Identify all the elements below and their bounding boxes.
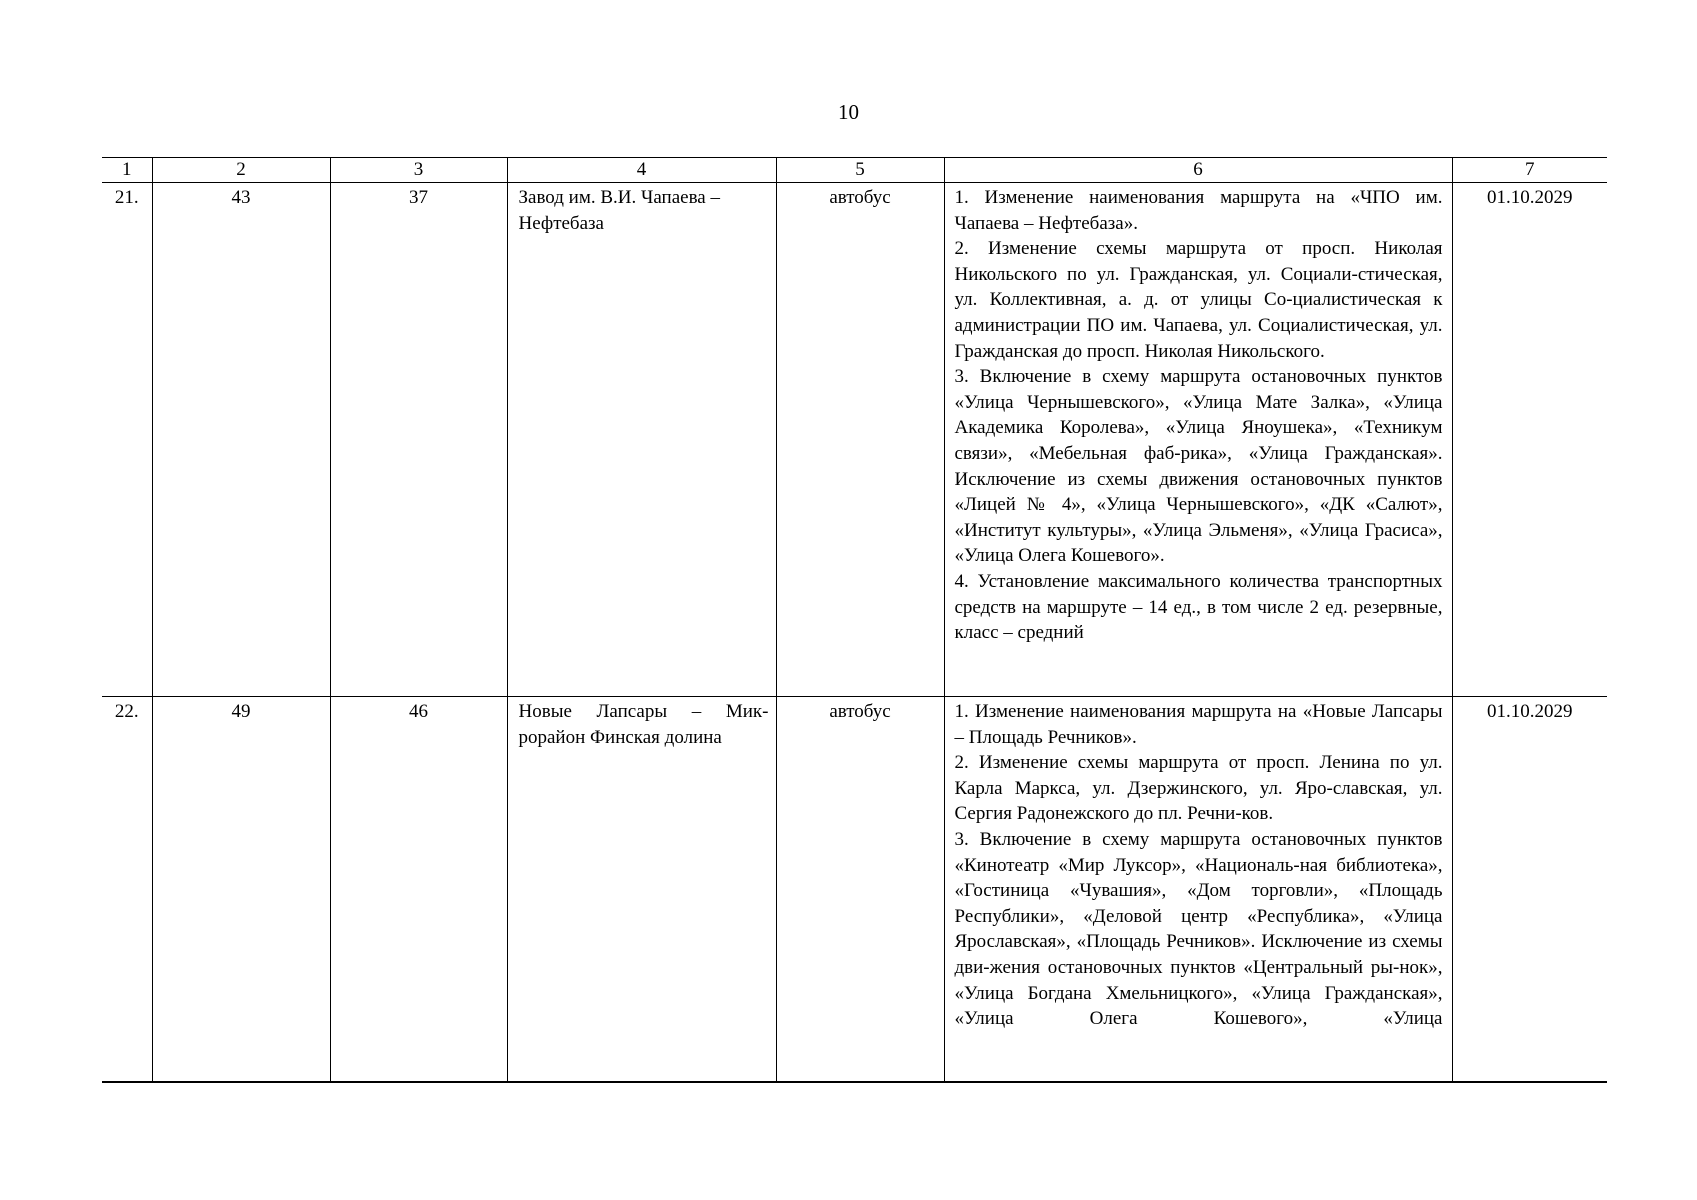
route-name-cell	[507, 697, 776, 1082]
change-item: 4. Установление максимального количества транспортных средств на маршруте – 14 ед., в том числе 2 ед. резервные, класс – средний	[954, 570, 1443, 644]
row-number: 22.	[102, 697, 152, 1082]
column-header-5: 5	[776, 158, 944, 183]
route-name-line: рорайон Финская долина	[518, 726, 722, 748]
change-item: 3. Включение в схему маршрута остановочных пунктов «Кинотеатр «Мир Луксор», «Националь-ная библиотека», «Гостиница «Чувашия», «Дом торговли», «Площадь Республики», «Деловой центр «Республика», «Улица Ярославская», «Площадь Речников». Исключение из схемы дви-жения остановочных пунктов «Центральный ры-нок», «Улица Богдана Хмельницкого», «Улица Гражданская», «Улица Олега Кошевого», «Улица	[954, 828, 1443, 1030]
row-number: 21.	[102, 183, 152, 697]
change-item: 1. Изменение наименования маршрута на «ЧПО им. Чапаева – Нефтебаза».	[954, 187, 1443, 234]
change-item: 2. Изменение схемы маршрута от просп. Николая Никольского по ул. Гражданская, ул. Социали-стическая, ул. Коллективная, а. д. от улицы Со-циалистическая к администрации ПО им. Чапаева, ул. Социалистическая, ул. Гражданская до просп. Николая Никольского.	[954, 238, 1443, 362]
change-item: 2. Изменение схемы маршрута от просп. Ленина по ул. Карла Маркса, ул. Дзержинского, ул. Яро-славская, ул. Сергия Радонежского до пл. Речни-ков.	[954, 752, 1443, 825]
route-number-cell: 49	[152, 697, 330, 1082]
column-header-1: 1	[102, 158, 152, 183]
route-name-line: Новые Лапсары – Мик-	[518, 701, 769, 722]
column-header-3: 3	[330, 158, 507, 183]
table-row	[102, 183, 1607, 697]
changes-cell	[944, 697, 1452, 1082]
route-name-line: Нефтебаза	[518, 212, 604, 234]
route-number-cell: 37	[330, 183, 507, 697]
change-item: 3. Включение в схему маршрута остановочных пунктов «Улица Чернышевского», «Улица Мате Залка», «Улица Академика Королева», «Улица Яноушека», «Техникум связи», «Мебельная фаб-рика», «Улица Гражданская». Исключение из схемы движения остановочных пунктов «Лицей № 4», «Улица Чернышевского», «ДК «Салют», «Институт культуры», «Улица Эльменя», «Улица Грасиса», «Улица Олега Кошевого».	[954, 366, 1443, 567]
column-header-2: 2	[152, 158, 330, 183]
date-cell: 01.10.2029	[1452, 183, 1607, 697]
table-row	[102, 697, 1607, 1082]
column-header-7: 7	[1452, 158, 1607, 183]
page-number: 10	[838, 100, 859, 124]
routes-table	[102, 157, 1607, 1083]
transport-type-cell: автобус	[776, 697, 944, 1082]
change-item: 1. Изменение наименования маршрута на «Новые Лапсары – Площадь Речников».	[954, 701, 1443, 748]
column-header-4: 4	[507, 158, 776, 183]
route-number-cell: 43	[152, 183, 330, 697]
column-header-6: 6	[944, 158, 1452, 183]
header-row	[102, 158, 1607, 183]
date-cell: 01.10.2029	[1452, 697, 1607, 1082]
route-name-cell	[507, 183, 776, 697]
route-number-cell: 46	[330, 697, 507, 1082]
route-name-line: Завод им. В.И. Чапаева –	[518, 187, 720, 208]
changes-cell	[944, 183, 1452, 697]
transport-type-cell: автобус	[776, 183, 944, 697]
